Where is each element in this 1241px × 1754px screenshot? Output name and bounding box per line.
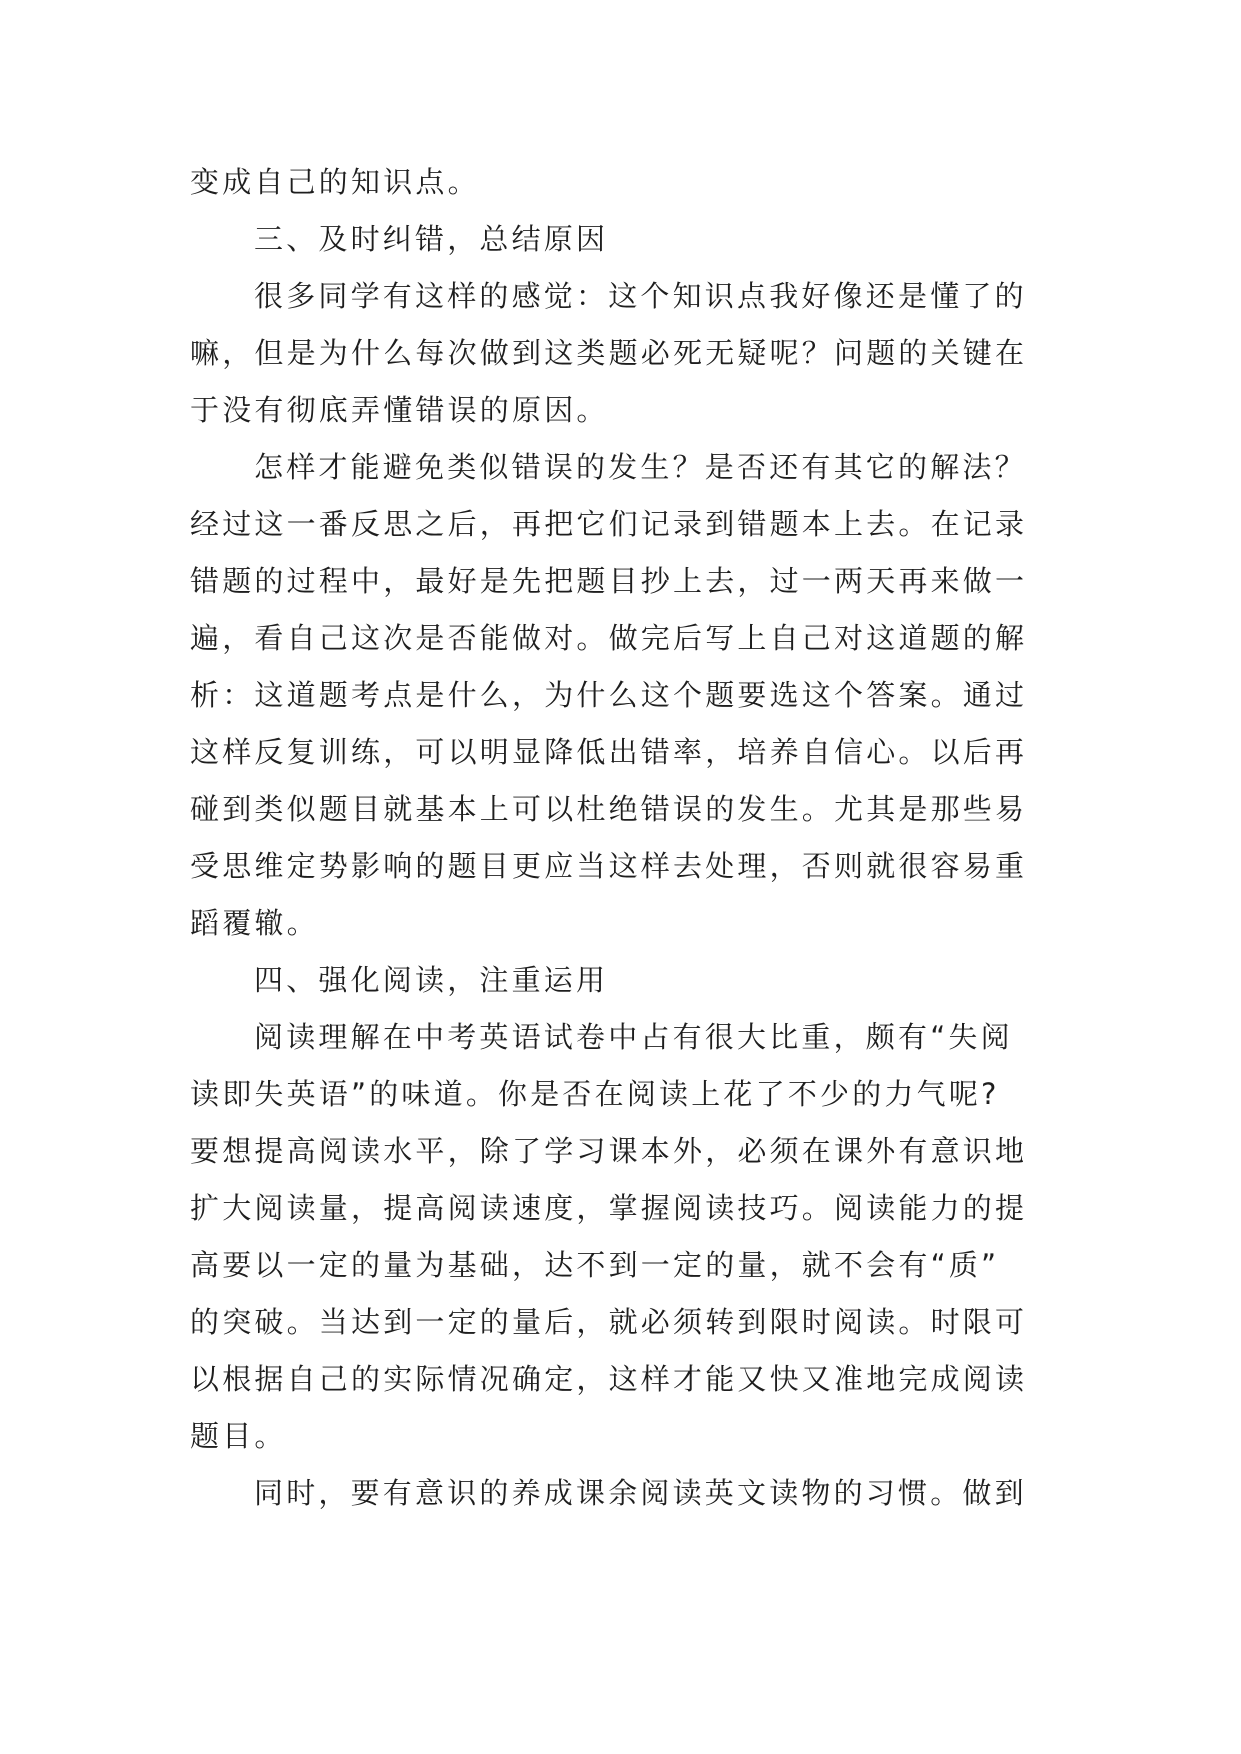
text-line: 要想提高阅读水平，除了学习课本外，必须在课外有意识地 [190, 1134, 1028, 1168]
text-line: 阅读理解在中考英语试卷中占有很大比重，颇有“失阅 [254, 1020, 1013, 1054]
text-line: 析：这道题考点是什么，为什么这个题要选这个答案。通过 [190, 678, 1028, 712]
text-line: 很多同学有这样的感觉：这个知识点我好像还是懂了的 [254, 279, 1027, 313]
text-line: 题目。 [190, 1419, 287, 1453]
text-line: 碰到类似题目就基本上可以杜绝错误的发生。尤其是那些易 [190, 792, 1028, 826]
text-line: 这样反复训练，可以明显降低出错率，培养自信心。以后再 [190, 735, 1028, 769]
text-line: 怎样才能避免类似错误的发生？是否还有其它的解法？ [254, 450, 1027, 484]
text-line: 的突破。当达到一定的量后，就必须转到限时阅读。时限可 [190, 1305, 1028, 1339]
section-heading: 四、强化阅读，注重运用 [254, 963, 609, 997]
text-line: 扩大阅读量，提高阅读速度，掌握阅读技巧。阅读能力的提 [190, 1191, 1028, 1225]
text-line: 错题的过程中，最好是先把题目抄上去，过一两天再来做一 [190, 564, 1028, 598]
text-line: 以根据自己的实际情况确定，这样才能又快又准地完成阅读 [190, 1362, 1028, 1396]
text-line: 经过这一番反思之后，再把它们记录到错题本上去。在记录 [190, 507, 1028, 541]
section-heading: 三、及时纠错，总结原因 [254, 222, 609, 256]
text-line: 同时，要有意识的养成课余阅读英文读物的习惯。做到 [254, 1476, 1027, 1510]
text-line: 变成自己的知识点。 [190, 165, 480, 199]
text-line: 嘛，但是为什么每次做到这类题必死无疑呢？问题的关键在 [190, 336, 1028, 370]
text-line: 于没有彻底弄懂错误的原因。 [190, 393, 609, 427]
text-line: 高要以一定的量为基础，达不到一定的量，就不会有“质” [190, 1248, 1000, 1282]
text-line: 蹈覆辙。 [190, 906, 319, 940]
text-line: 读即失英语”的味道。你是否在阅读上花了不少的力气呢? [190, 1077, 1000, 1111]
text-line: 遍，看自己这次是否能做对。做完后写上自己对这道题的解 [190, 621, 1028, 655]
text-line: 受思维定势影响的题目更应当这样去处理，否则就很容易重 [190, 849, 1028, 883]
